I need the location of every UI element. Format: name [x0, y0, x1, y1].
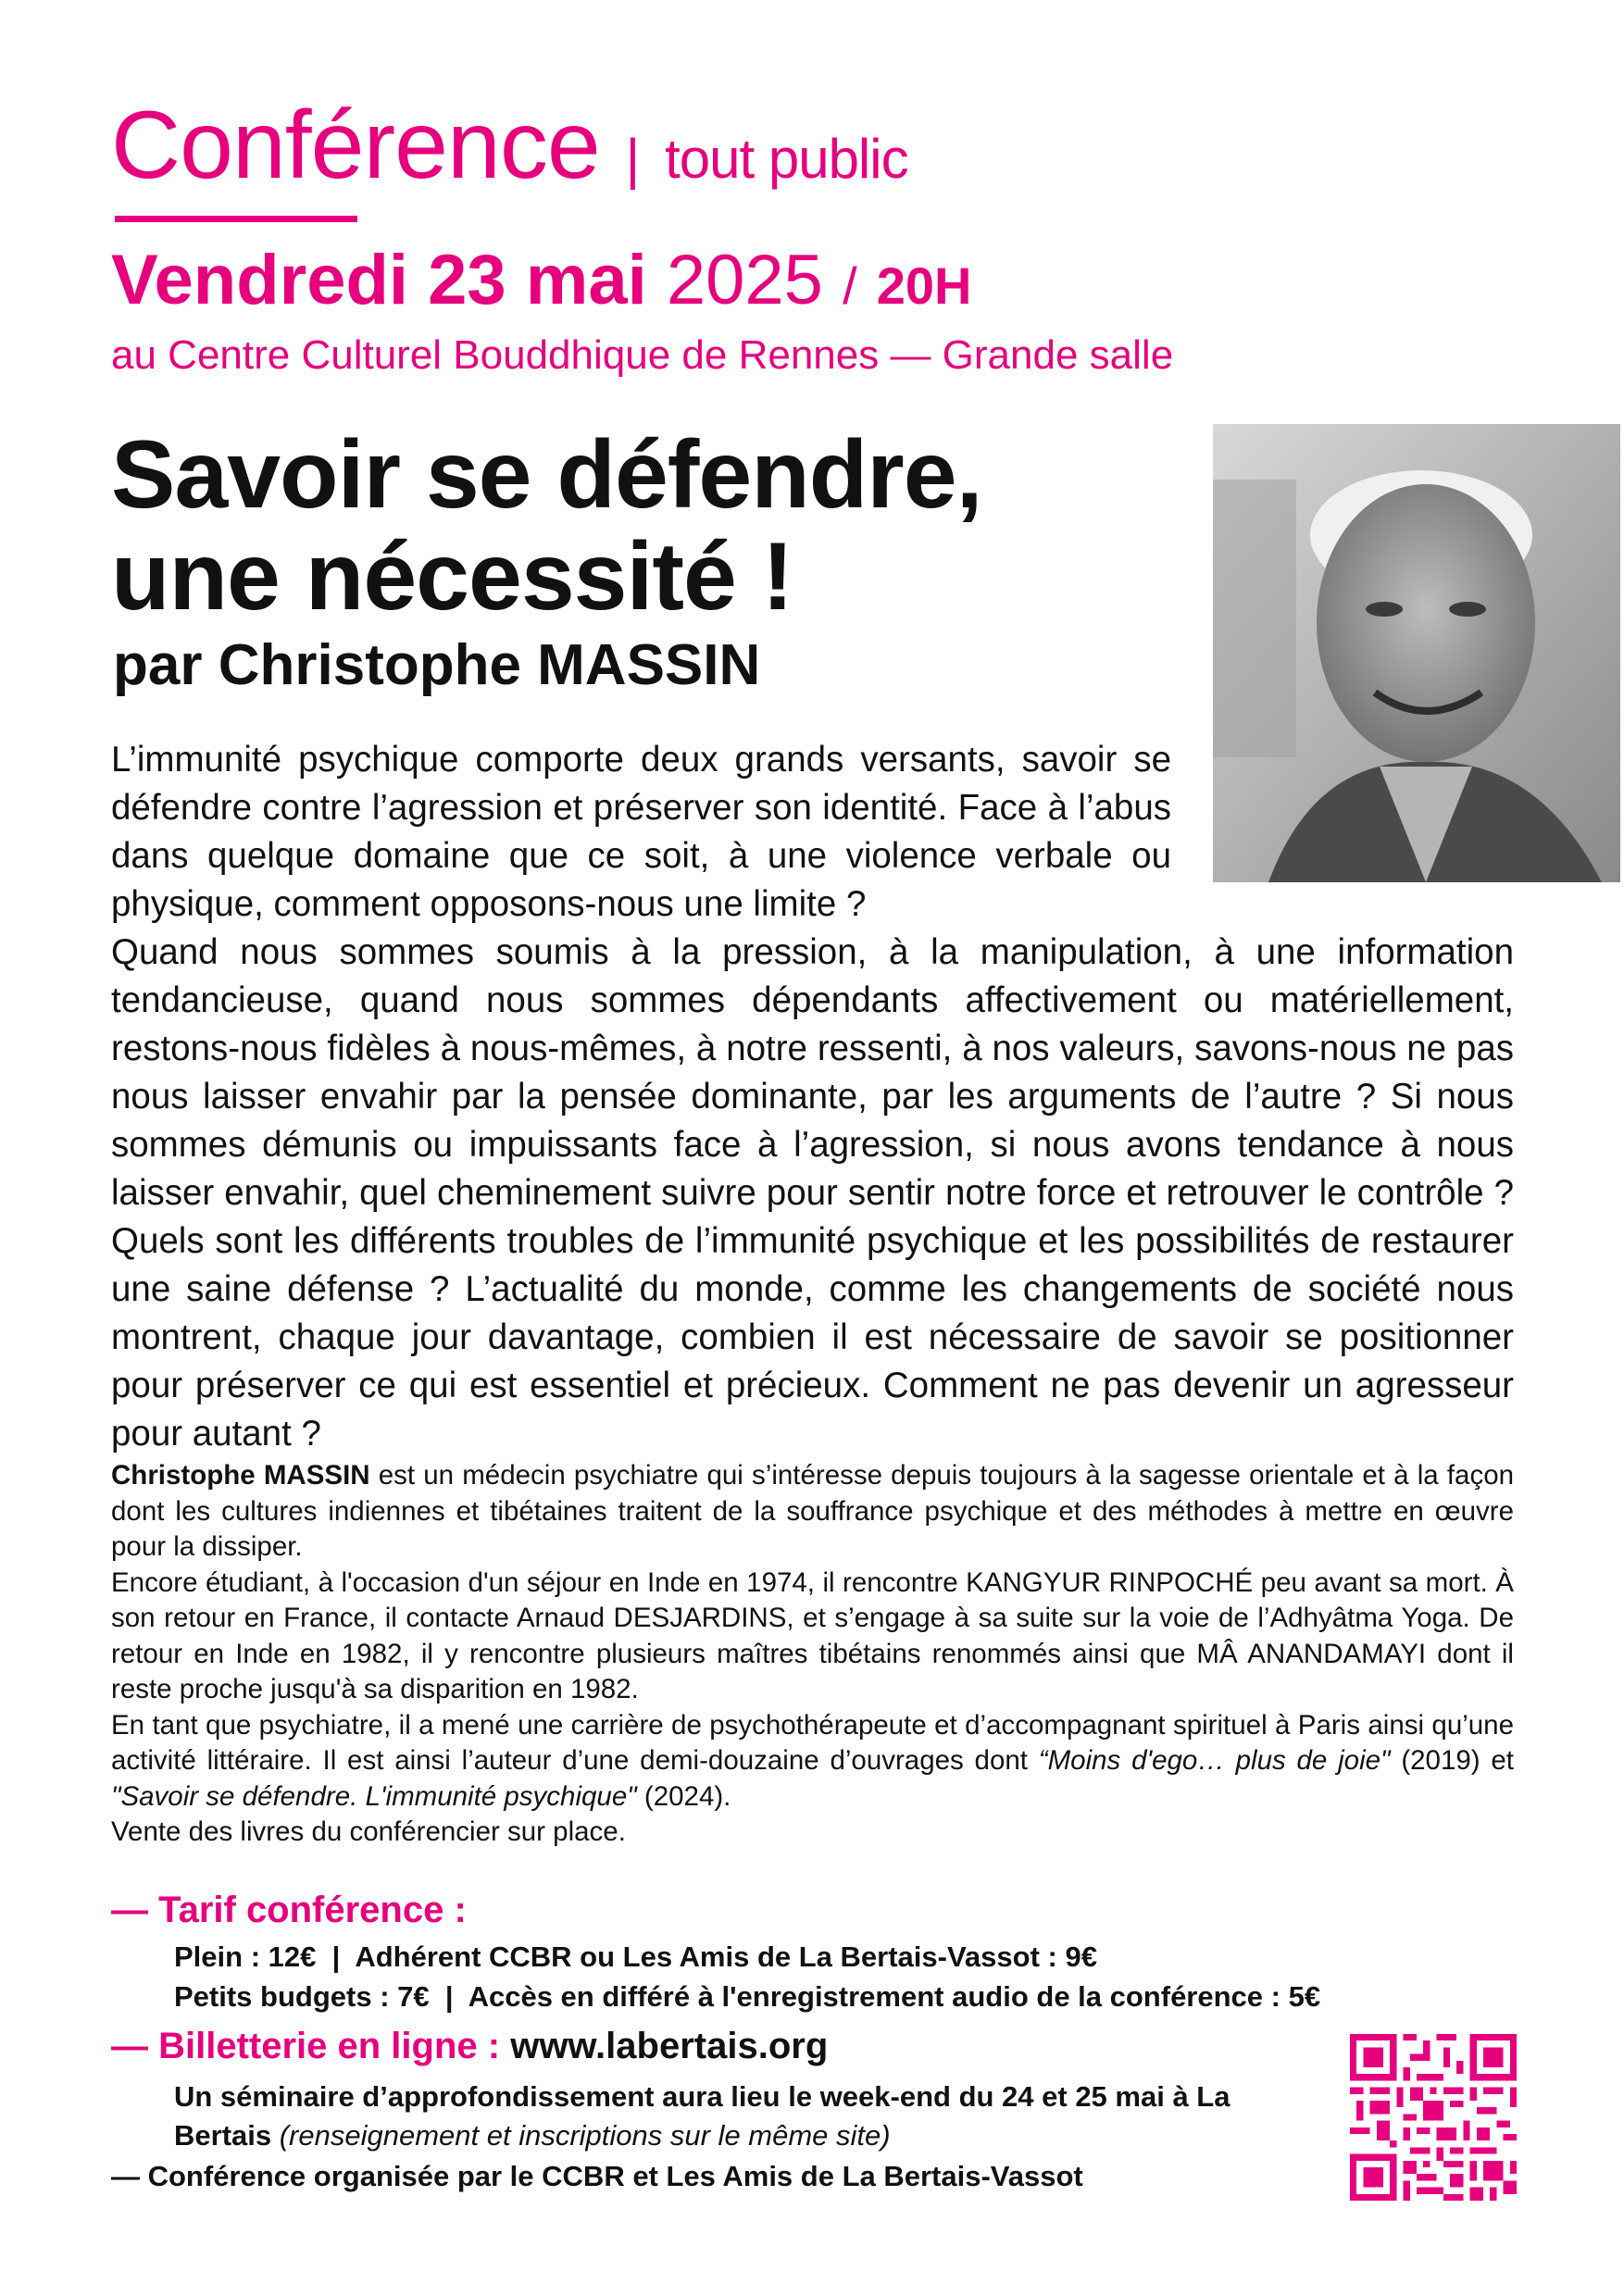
bio-book-1-year: (2019) et: [1390, 1745, 1514, 1776]
date-slash: /: [843, 256, 857, 315]
billetterie-heading: [111, 2028, 828, 2065]
bio-book-2: "Savoir se défendre. L'immunité psychique": [111, 1780, 637, 1812]
bio-paragraph-3: [111, 1708, 1514, 1816]
qr-code-icon[interactable]: [1350, 2034, 1517, 2201]
header-separator: |: [625, 128, 640, 190]
seminar-notice: [174, 2078, 1313, 2155]
event-year: 2025: [666, 241, 823, 319]
bio-paragraph-2: Encore étudiant, à l'occasion d'un séjour en Inde en 1974, il rencontre KANGYUR RINPOCHÉ peu avant sa mort. À son retour en France, il contacte Arnaud DESJARDINS, et s’engage à sa suite sur la voie de l’Adhyâtma Yoga. De retour en Inde en 1982, il y rencontre plusieurs maîtres tibétains renommés ainsi que MÂ ANANDAMAYI dont il reste proche jusqu'à sa disparition en 1982.: [111, 1566, 1514, 1704]
seminar-note: (renseignement et inscriptions sur le même site): [279, 2119, 891, 2152]
intro-main-text: Quand nous sommes soumis à la pression, à la manipulation, à une information tendancieuse, quand nous sommes dépendants affectivement ou matériellement, restons-nous fidèles à nous-mêmes, à notre ressenti, à nos valeurs, savons-nous ne pas nous laisser envahir par la pensée dominante, par les arguments de l’autre ? Si nous sommes démunis ou impuissants face à l’agression, si nous avons tendance à nous laisser envahir, quel cheminement suivre pour sentir notre force et retrouver le contrôle ? Quels sont les différents troubles de l’immunité psychique et les possibilités de restaurer une saine défense ? L’actualité du monde, comme les changements de société nous montrent, chaque jour davantage, combien il est nécessaire de savoir se positionner pour préserver ce qui est essentiel et précieux. Comment ne pas devenir un agresseur pour autant ?: [111, 932, 1514, 1454]
event-audience: tout public: [665, 128, 908, 190]
organizer-line: — Conférence organisée par le CCBR et Les Amis de La Bertais-Vassot: [111, 2160, 1083, 2192]
conference-title: [111, 421, 982, 631]
billetterie-label: — Billetterie en ligne :: [111, 2026, 511, 2066]
bio-speaker-name: Christophe MASSIN: [111, 1460, 370, 1491]
bio-p1-text: est un médecin psychiatre qui s’intéresse depuis toujours à la sagesse orientale et à la façon dont les cultures indiennes et tibétaines traitent de la souffrance psychique et des méthodes à mettre en œuvre pour la dissiper.: [111, 1460, 1515, 1562]
seminar-text: Un séminaire d’approfondissement aura lieu le week-end du 24 et 25 mai à La Bertais: [174, 2080, 1230, 2152]
intro-paragraph-main: [111, 929, 1514, 1458]
bio-paragraph-4: Vente des livres du conférencier sur place.: [111, 1816, 626, 1847]
title-line-2: une nécessité !: [111, 523, 793, 631]
intro-top-text: L’immunité psychique comporte deux grands versants, savoir se défendre contre l’agression et préserver son identité. Face à l’abus dans quelque domaine que ce soit, à une violence verbale ou physique, comment opposons-nous une limite ?: [111, 740, 1171, 924]
event-kind: Conférence: [111, 92, 600, 199]
bio-p3-text: En tant que psychiatre, il a mené une carrière de psychothérapeute et d’accompagnant spirituel à Paris ainsi qu’une activité littéraire. Il est ainsi l’auteur d’une demi-douzaine d’ouvrages dont: [111, 1709, 1514, 1776]
event-type-heading: [111, 92, 908, 199]
title-line-1: Savoir se défendre,: [111, 421, 982, 529]
event-venue: au Centre Culturel Bouddhique de Rennes — Grande salle: [111, 332, 1174, 378]
event-date: [111, 241, 972, 319]
bio-book-1: “Moins d'ego… plus de joie": [1038, 1745, 1391, 1776]
event-time: 20H: [876, 256, 972, 315]
tarif-row-1: Plein : 12€ | Adhérent CCBR ou Les Amis de La Bertais-Vassot : 9€: [174, 1940, 1097, 1973]
speaker-byline: par Christophe MASSIN: [113, 633, 761, 697]
intro-paragraph-top: [111, 736, 1171, 929]
event-day-date: Vendredi 23 mai: [111, 241, 647, 319]
header-underline: [115, 216, 357, 222]
speaker-portrait-photo: [1213, 424, 1620, 882]
billetterie-url-link[interactable]: www.labertais.org: [510, 2026, 829, 2066]
speaker-biography: [111, 1458, 1514, 1851]
tarif-row-2: Petits budgets : 7€ | Accès en différé à l'enregistrement audio de la conférence : 5€: [174, 1980, 1321, 2013]
bio-paragraph-1: [111, 1458, 1514, 1566]
bio-book-2-year: (2024).: [636, 1780, 731, 1812]
tarif-heading: — Tarif conférence :: [111, 1890, 467, 1930]
portrait-illustration: [1213, 424, 1620, 882]
